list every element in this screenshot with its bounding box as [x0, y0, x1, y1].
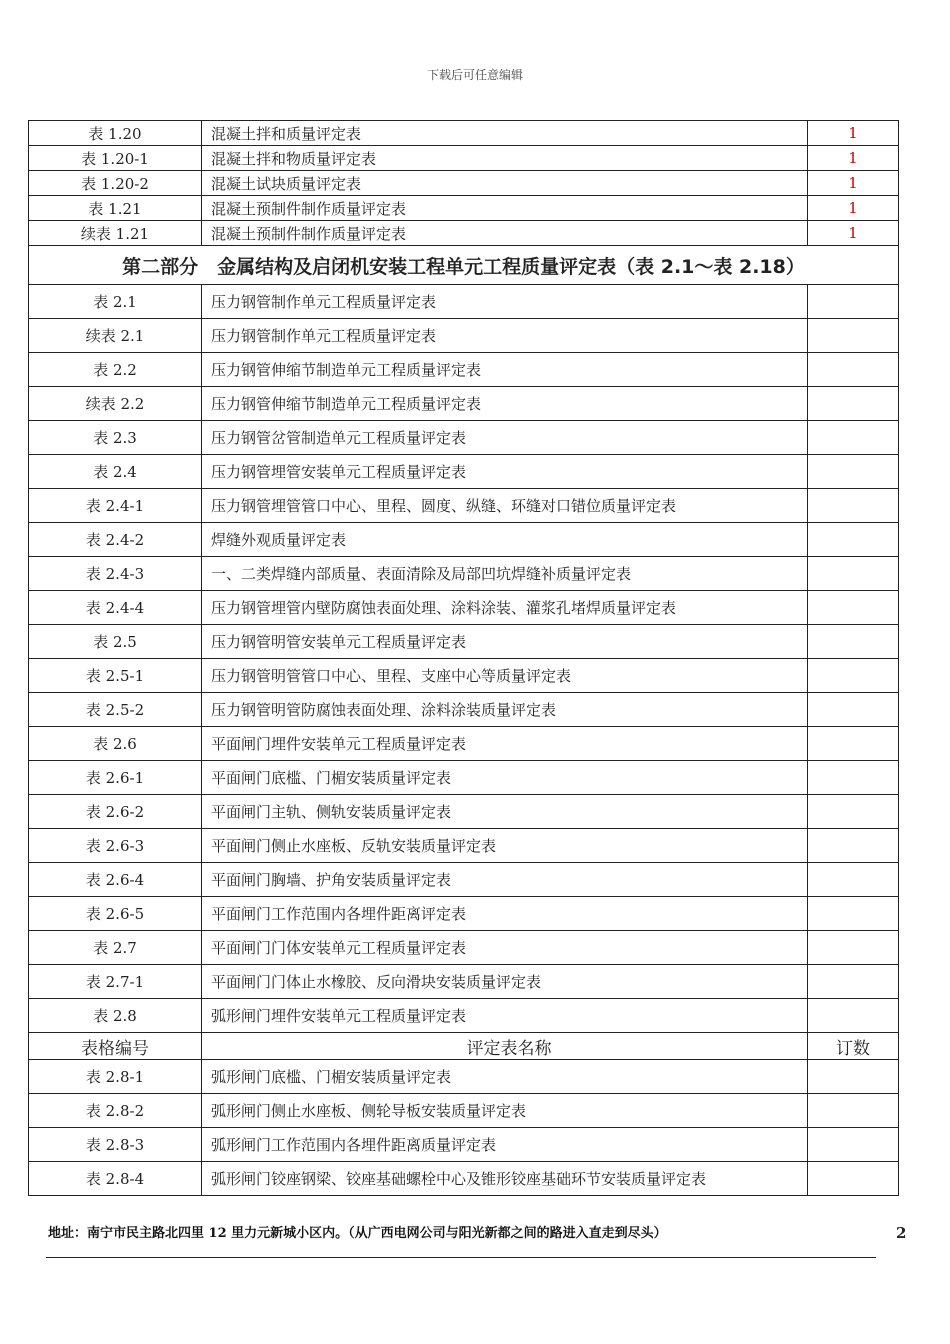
header-note: 下载后可任意编辑: [426, 68, 523, 82]
form-name-cell: 弧形闸门工作范围内各埋件距离质量评定表: [202, 1128, 808, 1162]
table-header-row: [29, 1033, 899, 1060]
form-name-cell: 平面闸门工作范围内各埋件距离评定表: [202, 897, 808, 931]
order-count-cell: [808, 1162, 899, 1196]
order-count-cell: [808, 285, 899, 319]
table-row: [29, 1094, 899, 1128]
form-code-cell: 表 2.8: [29, 999, 202, 1033]
form-code-cell: 表 2.4-2: [29, 523, 202, 557]
form-name-cell: 焊缝外观质量评定表: [202, 523, 808, 557]
order-count-cell: [808, 727, 899, 761]
order-count-cell: [808, 523, 899, 557]
form-code-cell: 续表 2.2: [29, 387, 202, 421]
form-code-cell: 表 2.5-1: [29, 659, 202, 693]
table-row: [29, 421, 899, 455]
section-title-row: [29, 246, 899, 285]
order-count-cell: [808, 897, 899, 931]
order-count-cell: 1: [808, 146, 899, 171]
form-name-cell: 平面闸门门体安装单元工程质量评定表: [202, 931, 808, 965]
table-row: [29, 931, 899, 965]
form-name-cell: 压力钢管明管安装单元工程质量评定表: [202, 625, 808, 659]
form-name-cell: 平面闸门侧止水座板、反轨安装质量评定表: [202, 829, 808, 863]
form-name-cell: 混凝土预制件制作质量评定表: [202, 196, 808, 221]
order-count-cell: 1: [808, 221, 899, 246]
form-name-cell: 压力钢管制作单元工程质量评定表: [202, 319, 808, 353]
form-name-cell: 平面闸门门体止水橡胶、反向滑块安装质量评定表: [202, 965, 808, 999]
table-row: [29, 965, 899, 999]
order-count-cell: 1: [808, 171, 899, 196]
table-row: [29, 761, 899, 795]
form-code-cell: 表 1.20-1: [29, 146, 202, 171]
evaluation-table: [28, 120, 899, 1196]
form-code-cell: 表 2.8-3: [29, 1128, 202, 1162]
form-code-cell: 表 2.5-2: [29, 693, 202, 727]
order-count-cell: [808, 829, 899, 863]
form-code-cell: 表 2.6-2: [29, 795, 202, 829]
form-code-cell: 表 1.20: [29, 121, 202, 146]
table-row: [29, 727, 899, 761]
table-row: [29, 829, 899, 863]
table-body: [29, 121, 899, 1196]
table-row: [29, 625, 899, 659]
order-count-cell: [808, 489, 899, 523]
form-name-cell: 压力钢管埋管内壁防腐蚀表面处理、涂料涂装、灌浆孔堵焊质量评定表: [202, 591, 808, 625]
table-row: [29, 693, 899, 727]
form-code-cell: 表 2.4-4: [29, 591, 202, 625]
form-code-cell: 表 2.8-1: [29, 1060, 202, 1094]
table-row: [29, 221, 899, 246]
form-code-cell: 表 2.4-3: [29, 557, 202, 591]
table-row: [29, 121, 899, 146]
table-row: [29, 146, 899, 171]
table-row: [29, 1162, 899, 1196]
form-name-cell: 混凝土拌和物质量评定表: [202, 146, 808, 171]
table-row: [29, 863, 899, 897]
order-count-cell: [808, 319, 899, 353]
form-code-cell: 表 2.8-4: [29, 1162, 202, 1196]
footer-divider: [46, 1257, 876, 1258]
form-name-cell: 平面闸门埋件安装单元工程质量评定表: [202, 727, 808, 761]
form-code-cell: 续表 1.21: [29, 221, 202, 246]
table-row: [29, 455, 899, 489]
table-row: [29, 196, 899, 221]
form-code-cell: 表 2.7: [29, 931, 202, 965]
form-code-cell: 表 2.2: [29, 353, 202, 387]
form-name-cell: 平面闸门胸墙、护角安装质量评定表: [202, 863, 808, 897]
form-code-cell: 表 2.8-2: [29, 1094, 202, 1128]
order-count-cell: [808, 999, 899, 1033]
form-name-cell: 压力钢管制作单元工程质量评定表: [202, 285, 808, 319]
header-form-code: 表格编号: [29, 1033, 202, 1060]
section-title: 第二部分 金属结构及启闭机安装工程单元工程质量评定表（表 2.1～表 2.18）: [29, 246, 899, 285]
form-code-cell: 表 2.4-1: [29, 489, 202, 523]
form-code-cell: 表 2.6-5: [29, 897, 202, 931]
form-name-cell: 压力钢管明管管口中心、里程、支座中心等质量评定表: [202, 659, 808, 693]
table-row: [29, 897, 899, 931]
form-name-cell: 混凝土试块质量评定表: [202, 171, 808, 196]
form-code-cell: 表 2.5: [29, 625, 202, 659]
form-code-cell: 表 2.7-1: [29, 965, 202, 999]
order-count-cell: [808, 659, 899, 693]
form-name-cell: 压力钢管岔管制造单元工程质量评定表: [202, 421, 808, 455]
form-name-cell: 混凝土预制件制作质量评定表: [202, 221, 808, 246]
header-order-count: 订数: [808, 1033, 899, 1060]
order-count-cell: [808, 795, 899, 829]
table-row: [29, 659, 899, 693]
table-row: [29, 1060, 899, 1094]
order-count-cell: [808, 557, 899, 591]
form-code-cell: 表 2.6: [29, 727, 202, 761]
form-name-cell: 平面闸门主轨、侧轨安装质量评定表: [202, 795, 808, 829]
form-code-cell: 续表 2.1: [29, 319, 202, 353]
order-count-cell: [808, 863, 899, 897]
form-name-cell: 平面闸门底槛、门楣安装质量评定表: [202, 761, 808, 795]
table-row: [29, 489, 899, 523]
table-row: [29, 999, 899, 1033]
order-count-cell: [808, 421, 899, 455]
form-code-cell: 表 1.21: [29, 196, 202, 221]
order-count-cell: [808, 1094, 899, 1128]
form-name-cell: 一、二类焊缝内部质量、表面清除及局部凹坑焊缝补质量评定表: [202, 557, 808, 591]
form-name-cell: 混凝土拌和质量评定表: [202, 121, 808, 146]
form-name-cell: 弧形闸门埋件安装单元工程质量评定表: [202, 999, 808, 1033]
form-code-cell: 表 2.3: [29, 421, 202, 455]
table-row: [29, 285, 899, 319]
order-count-cell: [808, 353, 899, 387]
page-number: 2: [896, 1224, 907, 1242]
table-row: [29, 591, 899, 625]
form-name-cell: 压力钢管埋管安装单元工程质量评定表: [202, 455, 808, 489]
order-count-cell: [808, 931, 899, 965]
order-count-cell: [808, 965, 899, 999]
form-name-cell: 压力钢管伸缩节制造单元工程质量评定表: [202, 353, 808, 387]
form-code-cell: 表 2.6-1: [29, 761, 202, 795]
table-row: [29, 1128, 899, 1162]
footer-address: 地址：南宁市民主路北四里 12 里力元新城小区内。（从广西电网公司与阳光新都之间的路进入直走到尽头）: [48, 1226, 667, 1241]
order-count-cell: [808, 761, 899, 795]
table-row: [29, 557, 899, 591]
form-code-cell: 表 2.6-3: [29, 829, 202, 863]
form-name-cell: 弧形闸门侧止水座板、侧轮导板安装质量评定表: [202, 1094, 808, 1128]
order-count-cell: 1: [808, 196, 899, 221]
form-name-cell: 弧形闸门铰座钢梁、铰座基础螺栓中心及锥形铰座基础环节安装质量评定表: [202, 1162, 808, 1196]
order-count-cell: [808, 625, 899, 659]
table-row: [29, 387, 899, 421]
order-count-cell: [808, 693, 899, 727]
form-code-cell: 表 2.1: [29, 285, 202, 319]
form-code-cell: 表 2.6-4: [29, 863, 202, 897]
table-row: [29, 171, 899, 196]
form-name-cell: 压力钢管明管防腐蚀表面处理、涂料涂装质量评定表: [202, 693, 808, 727]
form-code-cell: 表 2.4: [29, 455, 202, 489]
order-count-cell: [808, 387, 899, 421]
table-row: [29, 353, 899, 387]
order-count-cell: 1: [808, 121, 899, 146]
form-name-cell: 压力钢管伸缩节制造单元工程质量评定表: [202, 387, 808, 421]
order-count-cell: [808, 1128, 899, 1162]
table-row: [29, 319, 899, 353]
table-row: [29, 795, 899, 829]
form-code-cell: 表 1.20-2: [29, 171, 202, 196]
order-count-cell: [808, 1060, 899, 1094]
order-count-cell: [808, 591, 899, 625]
table-row: [29, 523, 899, 557]
form-name-cell: 弧形闸门底槛、门楣安装质量评定表: [202, 1060, 808, 1094]
order-count-cell: [808, 455, 899, 489]
form-name-cell: 压力钢管埋管管口中心、里程、圆度、纵缝、环缝对口错位质量评定表: [202, 489, 808, 523]
header-form-name: 评定表名称: [202, 1033, 808, 1060]
